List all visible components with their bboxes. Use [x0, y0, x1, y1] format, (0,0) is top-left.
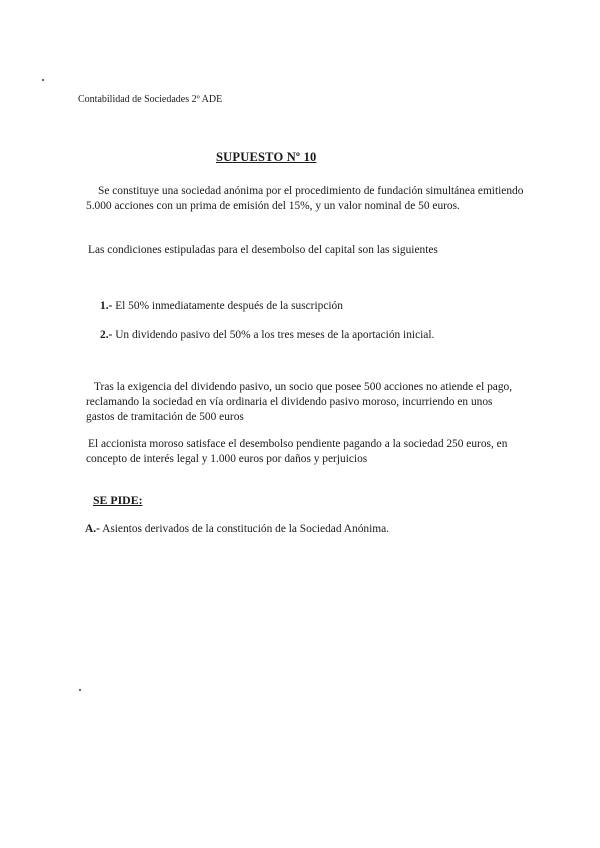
- paragraph-conditions: Las condiciones estipuladas para el desembolso del capital son las siguientes: [88, 244, 438, 256]
- list-item-a-text: Asientos derivados de la constitución de la Sociedad Anónima.: [102, 523, 390, 535]
- list-item-2-number: 2.-: [100, 329, 113, 341]
- list-item-1: [100, 299, 520, 314]
- document-header: Contabilidad de Sociedades 2º ADE: [78, 94, 223, 105]
- paragraph-payment: El accionista moroso satisface el desembolso pendiente pagando a la sociedad 250 euros, en concepto de interés legal y 1.000 euros por daños y perjuicios: [86, 438, 508, 465]
- scan-speck: [79, 689, 81, 691]
- list-item-1-text: El 50% inmediatamente después de la suscripción: [115, 300, 343, 312]
- list-item-1-number: 1.-: [100, 300, 113, 312]
- list-item-2-text: Un dividendo pasivo del 50% a los tres meses de la aportación inicial.: [115, 329, 435, 341]
- exercise-title: SUPUESTO Nº 10: [216, 150, 317, 164]
- se-pide-heading: SE PIDE:: [93, 493, 143, 507]
- scan-speck: [42, 79, 44, 81]
- paragraph-default: Tras la exigencia del dividendo pasivo, un socio que posee 500 acciones no atiende el pago, reclamando la sociedad en vía ordinaria el dividendo pasivo moroso, incurriendo en unos gastos de tramitación de 500 euros: [86, 381, 513, 423]
- list-item-a: [85, 522, 515, 537]
- list-item-2: [100, 328, 520, 343]
- paragraph-constitution: Se constituye una sociedad anónima por el procedimiento de fundación simultánea emitiendo 5.000 acciones con un prima de emisión del 15%, y un valor nominal de 50 euros.: [86, 185, 524, 212]
- list-item-a-letter: A.-: [85, 523, 100, 535]
